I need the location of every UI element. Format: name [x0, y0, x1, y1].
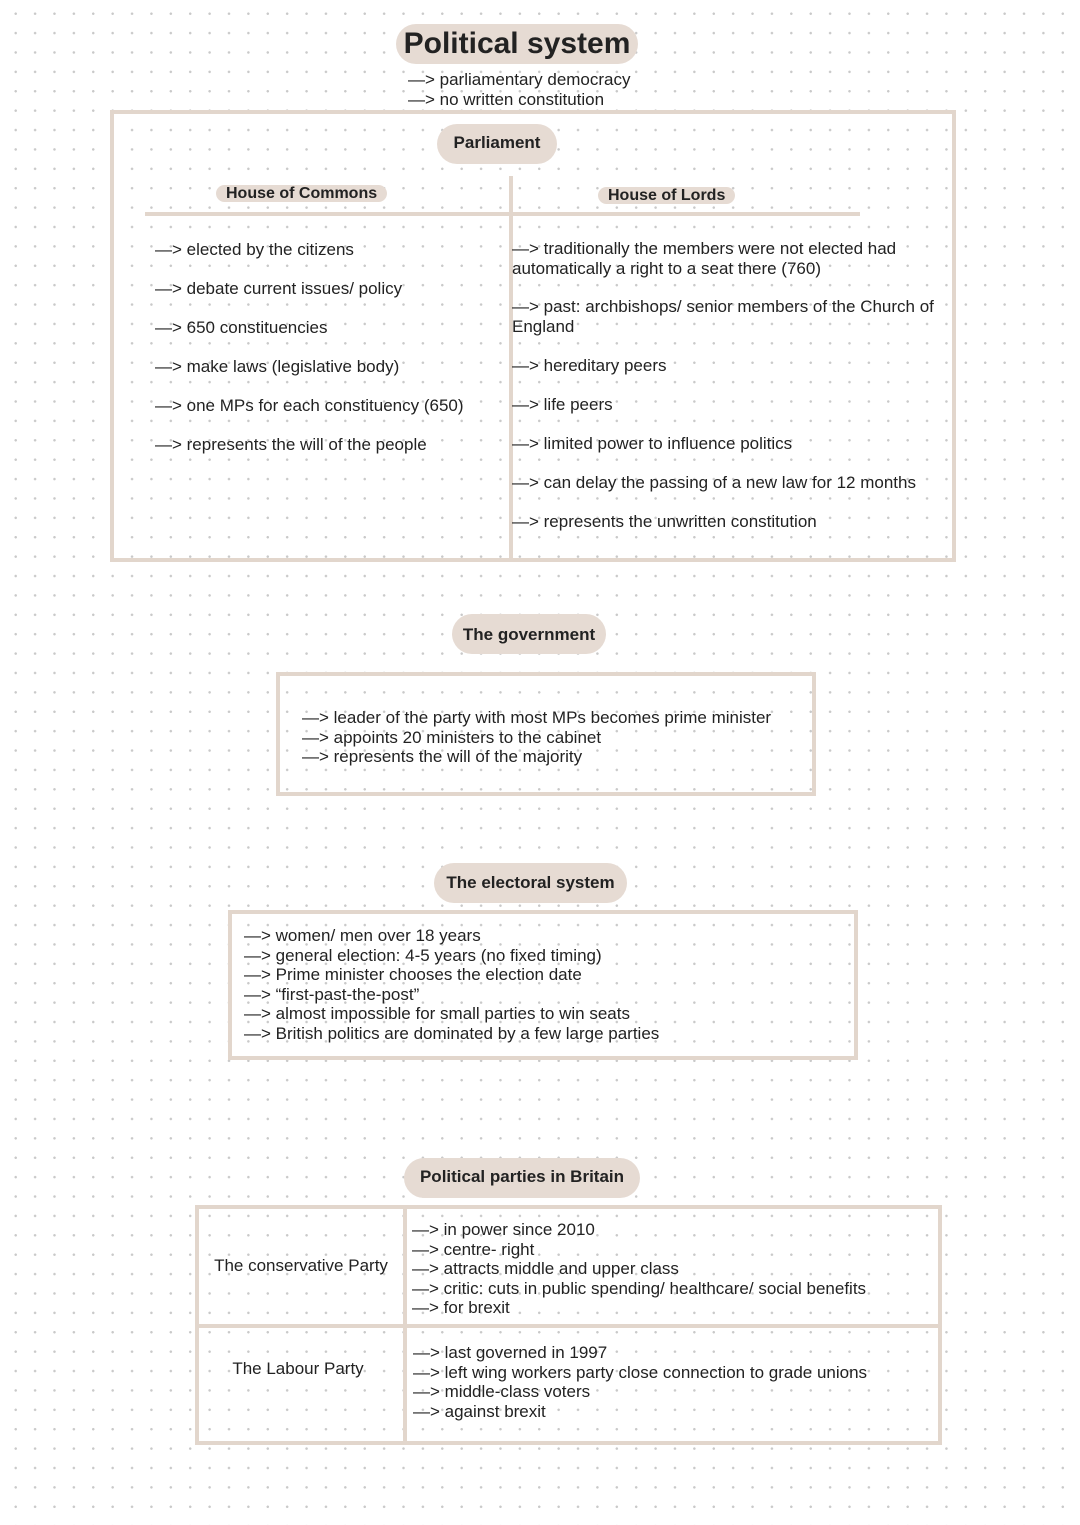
- lords-item: —> hereditary peers: [512, 356, 667, 375]
- electoral-list: [244, 926, 659, 1043]
- conservative-list: [412, 1220, 866, 1318]
- commons-item: —> represents the will of the people: [155, 435, 427, 454]
- lords-item: —> life peers: [512, 395, 613, 414]
- electoral-item: —> general election: 4-5 years (no fixed timing): [244, 945, 602, 965]
- commons-item: —> elected by the citizens: [155, 240, 354, 259]
- electoral-item: —> Prime minister chooses the election date: [244, 965, 582, 984]
- house-of-commons-heading: House of Commons: [216, 185, 387, 202]
- commons-item: —> one MPs for each constituency (650): [155, 396, 464, 415]
- conservative-item: —> for brexit: [412, 1298, 510, 1317]
- parties-heading: Political parties in Britain: [404, 1158, 640, 1198]
- lords-item: —> limited power to influence politics: [512, 434, 793, 453]
- conservative-party-name: The conservative Party: [214, 1256, 388, 1275]
- parliament-heading: Parliament: [437, 124, 557, 164]
- electoral-heading: The electoral system: [434, 863, 627, 903]
- intro-list: [408, 70, 631, 109]
- government-heading: The government: [452, 614, 606, 654]
- government-item: —> leader of the party with most MPs becomes prime minister: [302, 708, 772, 727]
- conservative-item: —> in power since 2010: [412, 1220, 595, 1239]
- labour-item: —> left wing workers party close connection to grade unions: [413, 1362, 868, 1382]
- conservative-item: —> critic: cuts in public spending/ healthcare/ social benefits: [412, 1278, 867, 1298]
- labour-party-name: The Labour Party: [232, 1359, 364, 1378]
- electoral-item: —> women/ men over 18 years: [244, 926, 481, 945]
- commons-item: —> debate current issues/ policy: [155, 279, 403, 298]
- commons-item: —> make laws (legislative body): [155, 357, 400, 376]
- government-item: —> appoints 20 ministers to the cabinet: [302, 727, 602, 747]
- intro-item: —> no written constitution: [408, 89, 605, 109]
- parties-row-divider: [195, 1324, 942, 1328]
- house-of-lords-heading: House of Lords: [598, 187, 735, 204]
- commons-item: —> 650 constituencies: [155, 318, 328, 337]
- government-list: [302, 708, 771, 767]
- lords-item: —> traditionally the members were not elected had automatically a right to a seat there (760): [512, 239, 897, 278]
- electoral-item: —> “first-past-the-post”: [244, 984, 420, 1004]
- lords-item: —> can delay the passing of a new law for 12 months: [512, 473, 916, 492]
- conservative-item: —> attracts middle and upper class: [412, 1259, 679, 1278]
- lords-item: —> past: archbishops/ senior members of the Church of England: [512, 297, 934, 336]
- lords-item: —> represents the unwritten constitution: [512, 512, 817, 531]
- labour-item: —> last governed in 1997: [413, 1343, 608, 1362]
- electoral-item: —> British politics are dominated by a few large parties: [244, 1023, 660, 1043]
- electoral-item: —> almost impossible for small parties to win seats: [244, 1004, 630, 1023]
- conservative-item: —> centre- right: [412, 1239, 535, 1259]
- labour-list: [413, 1343, 867, 1421]
- intro-item: —> parliamentary democracy: [408, 70, 631, 89]
- government-item: —> represents the will of the majority: [302, 747, 583, 766]
- parliament-divider-horizontal: [145, 212, 860, 216]
- page-title: Political system: [396, 24, 638, 64]
- labour-item: —> middle-class voters: [413, 1382, 591, 1401]
- labour-item: —> against brexit: [413, 1401, 546, 1421]
